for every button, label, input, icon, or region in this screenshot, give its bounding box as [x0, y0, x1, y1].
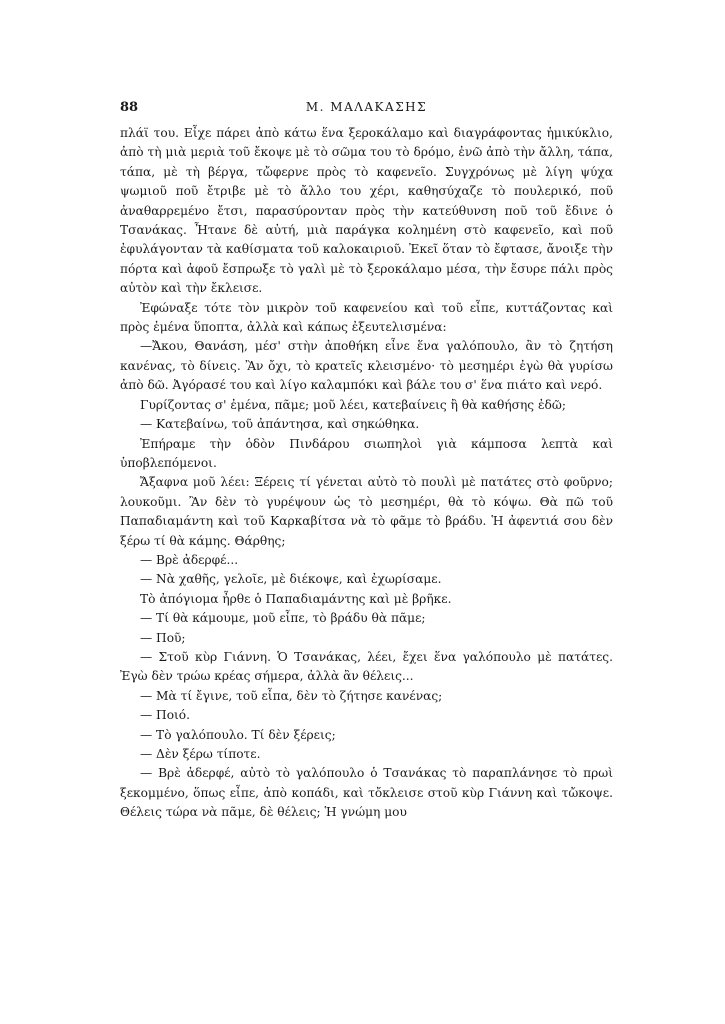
paragraph: πλάϊ του. Εἶχε πάρει ἀπὸ κάτω ἕνα ξεροκάλαμο καὶ διαγράφοντας ἡμικύκλιο, ἀπὸ τὴ μιὰ μεριὰ τοῦ ἔκοψε μὲ τὸ σῶμα του τὸ δρόμο, ἐνῶ ἀπὸ τὴν ἄλλη, τάπα, τάπα, μὲ τὴ βέργα, τὤφερνε πρὸς τὸ καφενεῖο. Συγχρόνως μὲ λίγη ψύχα ψωμιοῦ ποῦ ἔτριβε μὲ τὸ ἄλλο του χέρι, καθησύχαζε τὸ πουλερικό, ποῦ ἀναθαρρεμένο ἔτσι, παρασύρονταν πρὸς τὴν κατεύθυνση ποῦ τοῦ ἔδινε ὁ Τσανάκας. Ἦτανε δὲ αὐτή, μιὰ παράγκα κολημένη στὸ καφενεῖο, καὶ ποῦ ἐφυλάγονταν τὰ καθίσματα τοῦ καλοκαιριοῦ. Ἐκεῖ ὅταν τὸ ἔφτασε, ἄνοιξε τὴν πόρτα καὶ ἀφοῦ ἔσπρωξε τὸ γαλὶ μὲ τὸ ξεροκάλαμο μέσα, τὴν ἔσυρε πάλι πρὸς αὐτὸν καὶ τὴν ἔκλεισε.: [120, 126, 613, 296]
paragraph: Ἐπήραμε τὴν ὁδὸν Πινδάρου σιωπηλοὶ γιὰ κάμποσα λεπτὰ καὶ ὑποβλεπόμενοι.: [120, 436, 613, 470]
paragraph: — Τὸ γαλόπουλο. Τί δὲν ξέρεις;: [140, 727, 336, 742]
paragraph: — Ποῦ;: [140, 630, 186, 645]
paragraph: — Δὲν ξέρω τίποτε.: [140, 747, 261, 761]
paragraph: Γυρίζοντας σ' ἐμένα, πᾶμε; μοῦ λέει, κατεβαίνεις ἢ θὰ καθήσης ἐδῶ;: [140, 397, 566, 412]
paragraph: — Στοῦ κὺρ Γιάννη. Ὁ Τσανάκας, λέει, ἔχει ἕνα γαλόπουλο μὲ πατάτες. Ἐγὼ δὲν τρώω κρέας σήμερα, ἀλλὰ ἂν θέλεις...: [120, 649, 613, 684]
paragraph: —Ἄκου, Θανάση, μέσ' στὴν ἀποθήκη εἶνε ἕνα γαλόπουλο, ἂν τὸ ζητήση κανένας, τὸ δίνεις. Ἂν ὄχι, τὸ κρατεῖς κλεισμένο· τὸ μεσημέρι ἐγὼ θὰ γυρίσω ἀπὸ δῶ. Ἀγόρασέ του καὶ λίγο καλαμπόκι καὶ βάλε του σ' ἕνα πιάτο καὶ νερό.: [120, 339, 613, 393]
paragraph: — Νὰ χαθῆς, γελοῖε, μὲ διέκοψε, καὶ ἐχωρίσαμε.: [140, 572, 442, 587]
page-number: 88: [120, 100, 139, 115]
paragraph: Ἐφώναξε τότε τὸν μικρὸν τοῦ καφενείου καὶ τοῦ εἶπε, κυττάζοντας καὶ πρὸς ἐμένα ὕποπτα, ἀλλὰ καὶ κάπως ἐξευτελισμένα:: [120, 300, 613, 335]
paragraph: Τὸ ἀπόγιομα ἦρθε ὁ Παπαδιαμάντης καὶ μὲ βρῆκε.: [140, 591, 452, 606]
page-header: [120, 100, 613, 118]
running-head: Μ. ΜΑΛΑΚΑΣΗΣ: [305, 100, 428, 114]
paragraph: — Τί θὰ κάμουμε, μοῦ εἶπε, τὸ βράδυ θὰ πᾶμε;: [140, 611, 426, 626]
paragraph: — Βρὲ ἀδερφέ...: [140, 552, 239, 567]
paragraph: — Κατεβαίνω, τοῦ ἀπάντησα, καὶ σηκώθηκα.: [140, 417, 420, 432]
paragraph: Ἄξαφνα μοῦ λέει: Ξέρεις τί γένεται αὐτὸ τὸ πουλὶ μὲ πατάτες στὸ φοῦρνο; λουκοῦμι. Ἂν δὲν τὸ γυρέψουν ὡς τὸ μεσημέρι, θὰ τὸ κόψω. Θὰ πῶ τοῦ Παπαδιαμάντη καὶ τοῦ Καρκαβίτσα νὰ τὸ φᾶμε τὸ βράδυ. Ἡ ἀφεντιά σου δὲν ξέρω τί θὰ κάμης. Θάρθης;: [120, 475, 613, 548]
paragraph: — Μὰ τί ἔγινε, τοῦ εἶπα, δὲν τὸ ζήτησε κανένας;: [140, 688, 443, 703]
body-text: [120, 124, 613, 823]
paragraph: — Ποιό.: [140, 708, 191, 723]
paragraph: — Βρὲ ἀδερφέ, αὐτὸ τὸ γαλόπουλο ὁ Τσανάκας τὸ παραπλάνησε τὸ πρωὶ ξεκομμένο, ὅπως εἶπε, ἀπὸ κοπάδι, καὶ τὄκλεισε στοῦ κὺρ Γιάννη καὶ τὤκοψε. Θέλεις τώρα νὰ πᾶμε, δὲ θέλεις; Ἡ γνώμη μου: [120, 766, 613, 820]
